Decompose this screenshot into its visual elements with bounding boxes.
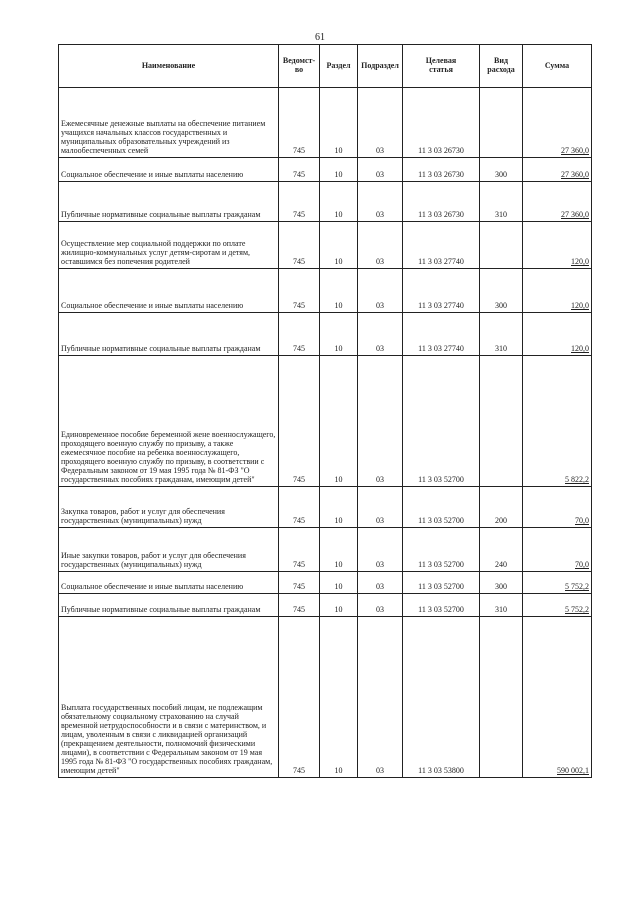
cell-name: Социальное обеспечение и иные выплаты населению [59, 269, 279, 313]
cell-expense-type [480, 88, 523, 158]
cell-expense-type: 300 [480, 269, 523, 313]
cell-name: Выплата государственных пособий лицам, не подлежащим обязательному социальному страхованию на случай временной нетрудоспособности и в связи с материнством, и лицам, уволенным в связи с ликвидацией организаций (прекращением деятельности, полномочий физическими лицами), в соответствии с Федеральным законом от 19 мая 1995 года № 81-ФЗ "О государственных пособиях гражданам, имеющим детей" [59, 617, 279, 778]
cell-sum: 120,0 [523, 313, 592, 356]
cell-target: 11 3 03 27740 [403, 222, 480, 269]
header-target: Целевая статья [403, 45, 480, 88]
cell-subsection: 03 [358, 88, 403, 158]
cell-target: 11 3 03 52700 [403, 487, 480, 528]
header-subsection: Подраздел [358, 45, 403, 88]
cell-department: 745 [279, 617, 320, 778]
cell-section: 10 [320, 158, 358, 182]
cell-subsection: 03 [358, 356, 403, 487]
cell-name: Ежемесячные денежные выплаты на обеспечение питанием учащихся начальных классов государственных и муниципальных образовательных учреждений из малообеспеченных семей [59, 88, 279, 158]
cell-department: 745 [279, 528, 320, 572]
cell-sum: 590 002,1 [523, 617, 592, 778]
cell-subsection: 03 [358, 528, 403, 572]
cell-name: Публичные нормативные социальные выплаты гражданам [59, 182, 279, 222]
cell-expense-type: 310 [480, 594, 523, 617]
cell-name: Осуществление мер социальной поддержки по оплате жилищно-коммунальных услуг детям-сиротам и детям, оставшимся без попечения родителей [59, 222, 279, 269]
header-section: Раздел [320, 45, 358, 88]
cell-expense-type: 300 [480, 572, 523, 594]
table-row [59, 572, 592, 594]
cell-target: 11 3 03 26730 [403, 88, 480, 158]
cell-subsection: 03 [358, 182, 403, 222]
cell-target: 11 3 03 27740 [403, 313, 480, 356]
cell-section: 10 [320, 594, 358, 617]
cell-expense-type: 200 [480, 487, 523, 528]
cell-subsection: 03 [358, 487, 403, 528]
table-row [59, 158, 592, 182]
cell-department: 745 [279, 182, 320, 222]
header-name: Наименование [59, 45, 279, 88]
cell-subsection: 03 [358, 158, 403, 182]
cell-department: 745 [279, 158, 320, 182]
cell-subsection: 03 [358, 313, 403, 356]
cell-sum: 27 360,0 [523, 88, 592, 158]
cell-subsection: 03 [358, 222, 403, 269]
cell-section: 10 [320, 487, 358, 528]
header-sum: Сумма [523, 45, 592, 88]
table-row [59, 88, 592, 158]
cell-target: 11 3 03 27740 [403, 269, 480, 313]
cell-expense-type: 240 [480, 528, 523, 572]
cell-section: 10 [320, 182, 358, 222]
cell-department: 745 [279, 487, 320, 528]
cell-department: 745 [279, 313, 320, 356]
cell-section: 10 [320, 88, 358, 158]
cell-sum: 5 752,2 [523, 594, 592, 617]
table-row [59, 269, 592, 313]
cell-department: 745 [279, 269, 320, 313]
cell-sum: 27 360,0 [523, 158, 592, 182]
table-header-row [59, 45, 592, 88]
cell-subsection: 03 [358, 617, 403, 778]
cell-section: 10 [320, 313, 358, 356]
cell-expense-type: 300 [480, 158, 523, 182]
table-body [59, 88, 592, 778]
cell-target: 11 3 03 52700 [403, 572, 480, 594]
table-row [59, 313, 592, 356]
table-row [59, 222, 592, 269]
cell-section: 10 [320, 222, 358, 269]
cell-target: 11 3 03 52700 [403, 594, 480, 617]
cell-target: 11 3 03 52700 [403, 356, 480, 487]
cell-name: Публичные нормативные социальные выплаты гражданам [59, 594, 279, 617]
cell-expense-type: 310 [480, 182, 523, 222]
cell-department: 745 [279, 356, 320, 487]
cell-sum: 120,0 [523, 222, 592, 269]
cell-sum: 70,0 [523, 487, 592, 528]
cell-expense-type: 310 [480, 313, 523, 356]
cell-target: 11 3 03 52700 [403, 528, 480, 572]
table-row [59, 182, 592, 222]
table-row [59, 617, 592, 778]
cell-name: Иные закупки товаров, работ и услуг для обеспечения государственных (муниципальных) нужд [59, 528, 279, 572]
cell-expense-type [480, 617, 523, 778]
table-row [59, 528, 592, 572]
cell-name: Закупка товаров, работ и услуг для обеспечения государственных (муниципальных) нужд [59, 487, 279, 528]
cell-department: 745 [279, 572, 320, 594]
cell-department: 745 [279, 88, 320, 158]
cell-sum: 5 752,2 [523, 572, 592, 594]
cell-name: Социальное обеспечение и иные выплаты населению [59, 572, 279, 594]
cell-sum: 27 360,0 [523, 182, 592, 222]
cell-subsection: 03 [358, 572, 403, 594]
table-row [59, 594, 592, 617]
budget-table [58, 44, 592, 778]
cell-target: 11 3 03 53800 [403, 617, 480, 778]
table-row [59, 356, 592, 487]
cell-target: 11 3 03 26730 [403, 182, 480, 222]
table-row [59, 487, 592, 528]
cell-target: 11 3 03 26730 [403, 158, 480, 182]
cell-expense-type [480, 356, 523, 487]
cell-department: 745 [279, 594, 320, 617]
header-expense-type: Вид расхода [480, 45, 523, 88]
cell-name: Публичные нормативные социальные выплаты гражданам [59, 313, 279, 356]
header-department: Ведомст- во [279, 45, 320, 88]
cell-name: Социальное обеспечение и иные выплаты населению [59, 158, 279, 182]
cell-subsection: 03 [358, 269, 403, 313]
cell-subsection: 03 [358, 594, 403, 617]
page-number: 61 [315, 32, 325, 43]
cell-sum: 120,0 [523, 269, 592, 313]
cell-section: 10 [320, 269, 358, 313]
cell-section: 10 [320, 528, 358, 572]
cell-sum: 5 822,2 [523, 356, 592, 487]
cell-expense-type [480, 222, 523, 269]
cell-department: 745 [279, 222, 320, 269]
cell-sum: 70,0 [523, 528, 592, 572]
cell-section: 10 [320, 572, 358, 594]
cell-section: 10 [320, 356, 358, 487]
cell-name: Единовременное пособие беременной жене военнослужащего, проходящего военную службу по призыву, а также ежемесячное пособие на ребенка военнослужащего, проходящего военную службу по призыву, в соответствии с Федеральным законом от 19 мая 1995 года № 81-ФЗ "О государственных пособиях гражданам, имеющим детей" [59, 356, 279, 487]
cell-section: 10 [320, 617, 358, 778]
